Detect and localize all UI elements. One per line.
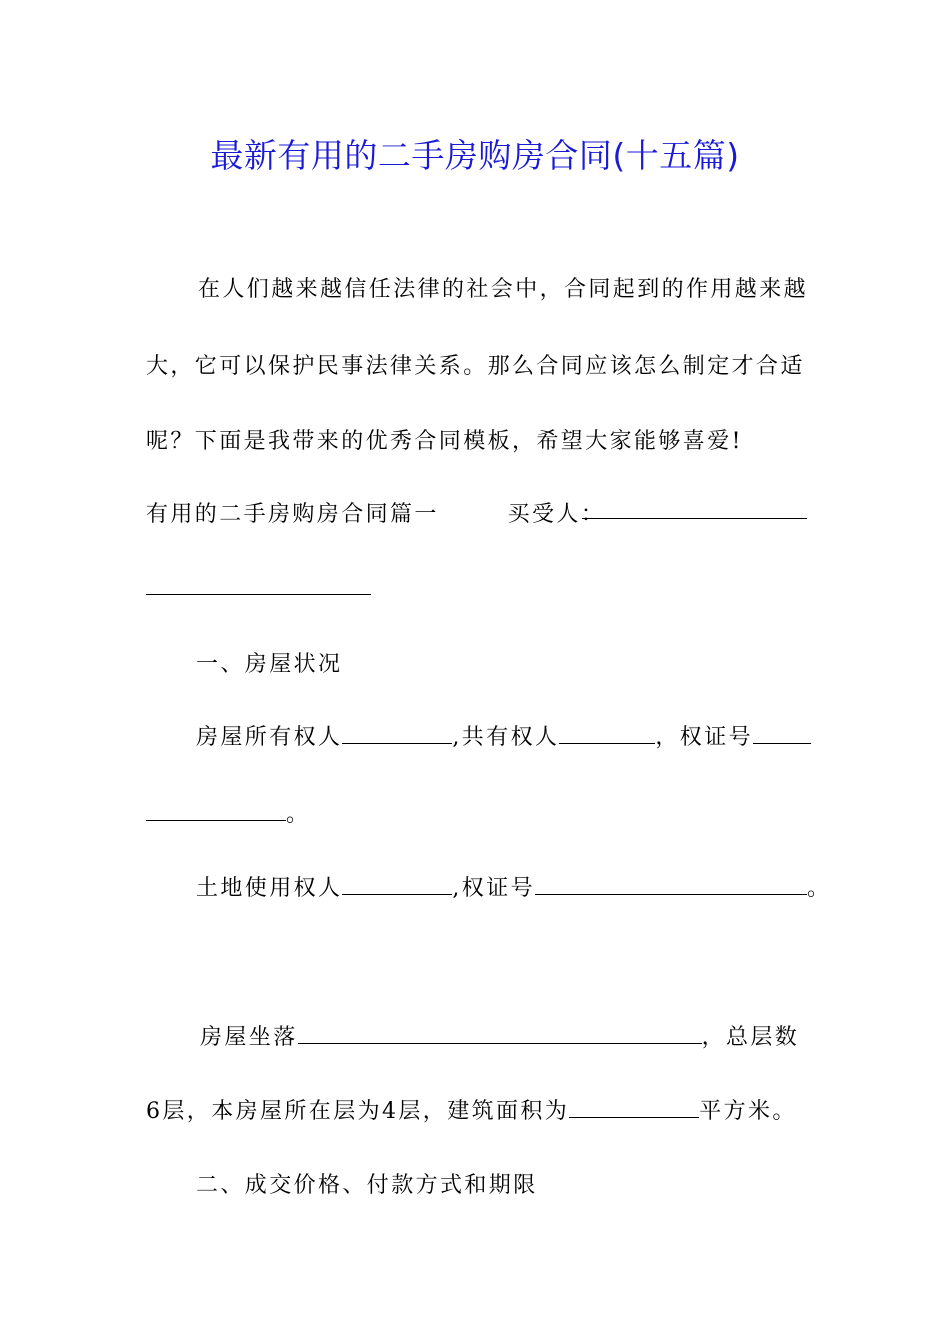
intro-line-3: 呢？下面是我带来的优秀合同模板，希望大家能够喜爱! xyxy=(146,429,743,454)
area-unit: 平方米。 xyxy=(699,1099,797,1124)
owner-line-continued xyxy=(146,797,310,828)
location-blank xyxy=(298,1025,702,1044)
floor-line xyxy=(146,1094,797,1125)
part2-heading: 二、成交价格、付款方式和期限 xyxy=(196,1173,538,1198)
location-line xyxy=(200,1020,799,1051)
buyer-blank-continued xyxy=(146,576,371,595)
section-heading: 有用的二手房购房合同篇一 xyxy=(146,502,439,527)
cert-no-label: ，权证号 xyxy=(655,725,754,750)
owner-label: 房屋所有权人 xyxy=(196,725,343,750)
section-heading-line xyxy=(146,497,605,528)
land-user-blank xyxy=(342,876,452,895)
area-blank xyxy=(569,1099,699,1118)
co-owner-blank xyxy=(559,725,655,744)
owner-line-period: 。 xyxy=(286,802,311,827)
co-owner-label: ,共有权人 xyxy=(452,725,560,750)
land-line xyxy=(196,871,831,902)
land-line-period: 。 xyxy=(807,876,832,901)
owner-blank xyxy=(342,725,452,744)
land-cert-blank xyxy=(535,876,807,895)
total-floors-label: ，总层数 xyxy=(701,1025,800,1050)
location-label: 房屋坐落 xyxy=(200,1025,298,1050)
land-user-label: 土地使用权人 xyxy=(196,876,343,901)
owner-line xyxy=(196,720,811,751)
buyer-blank xyxy=(582,500,807,519)
land-cert-label: ,权证号 xyxy=(452,876,535,901)
buyer-label: 买受人： xyxy=(507,502,606,527)
document-title: 最新有用的二手房购房合同(十五篇) xyxy=(210,136,740,175)
part1-heading: 一、房屋状况 xyxy=(196,652,343,677)
cert-no-blank xyxy=(753,725,811,744)
intro-line-2: 大，它可以保护民事法律关系。那么合同应该怎么制定才合适 xyxy=(146,354,805,379)
floor-text: 6层，本房屋所在层为4层，建筑面积为 xyxy=(146,1099,570,1124)
cert-no-blank-continued xyxy=(146,802,286,821)
intro-line-1: 在人们越来越信任法律的社会中，合同起到的作用越来越 xyxy=(198,277,809,302)
